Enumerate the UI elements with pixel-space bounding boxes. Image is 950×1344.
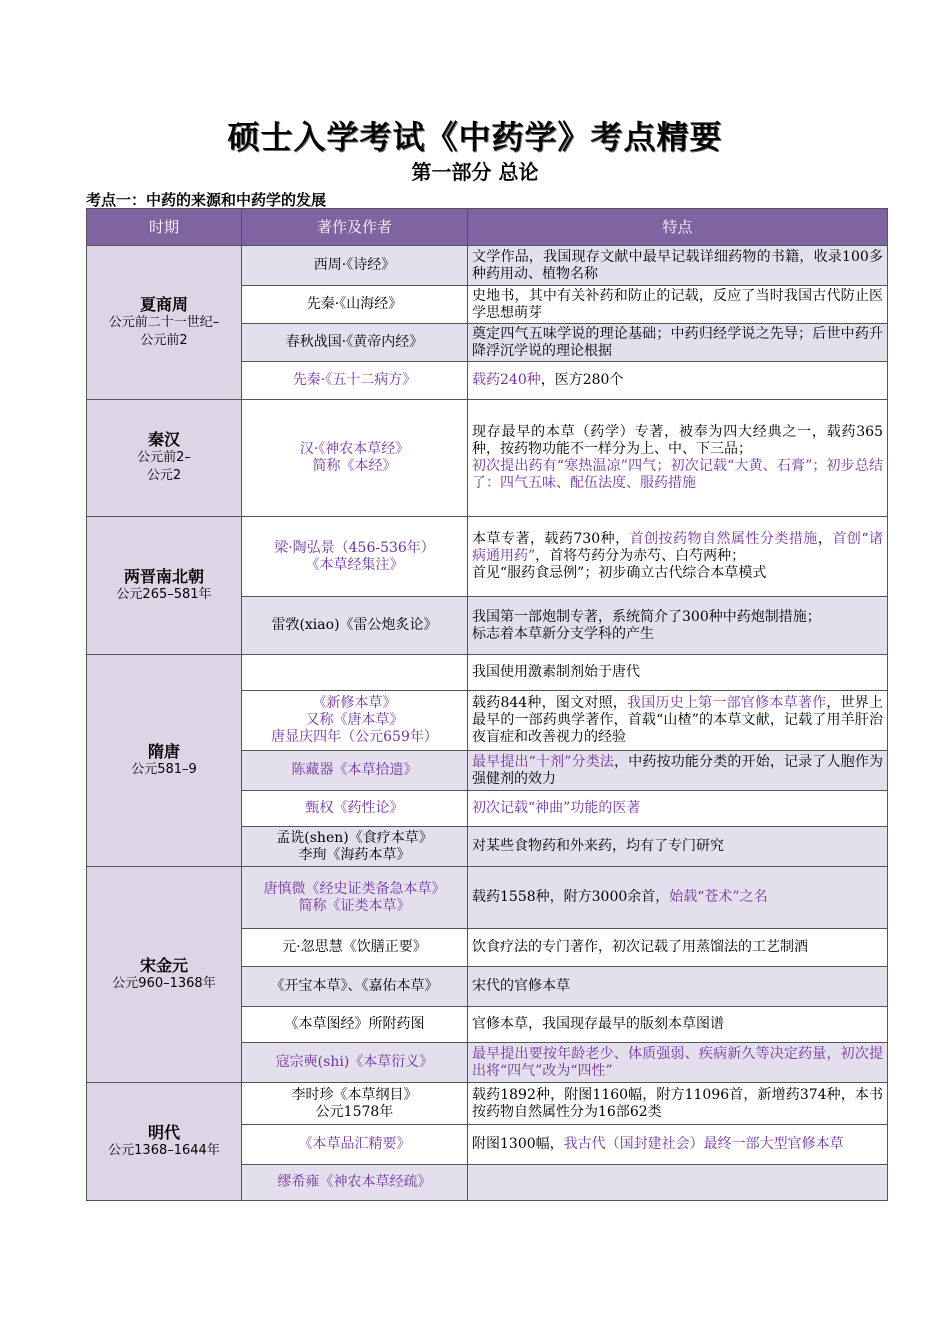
work-cell: 西周·《诗经》 <box>242 246 468 286</box>
work-title: 《新修本草》 <box>312 695 397 711</box>
period-dates: 公元581–9 <box>131 761 197 777</box>
period-dates: 公元前二十一世纪– <box>108 314 220 330</box>
table-row <box>87 655 888 691</box>
document-title: 硕士入学考试《中药学》考点精要 <box>227 118 723 156</box>
work-title: 孟诜(shen)《食疗本草》 <box>276 829 433 846</box>
feature-cell: 载药1892种，附图1160幅，附方11096首，新增药374种，本书按药物自然属性分为16部62类 <box>468 1083 888 1125</box>
period-dates: 公元265–581年 <box>116 586 212 602</box>
work-cell: 《本草品汇精要》 <box>242 1125 468 1165</box>
feature-cell <box>468 1125 888 1165</box>
work-cell <box>242 867 468 929</box>
feature-cell: 史地书，其中有关补药和防止的记载，反应了当时我国古代防止医学思想萌芽 <box>468 286 888 324</box>
feature-highlight: 载药240种 <box>472 372 541 388</box>
work-cell: 春秋战国·《黄帝内经》 <box>242 324 468 362</box>
period-name: 宋金元 <box>139 955 188 975</box>
feature-cell <box>468 1165 888 1201</box>
work-title: 李时珍《本草纲目》 <box>291 1086 418 1103</box>
feature-text: 我国第一部炮制专著，系统简介了300种中药炮制措施； <box>472 608 821 625</box>
period-cell <box>87 246 242 400</box>
work-cell: 《开宝本草》、《嘉佑本草》 <box>242 967 468 1007</box>
work-cell: 雷敩(xiao)《雷公炮炙论》 <box>242 597 468 655</box>
feature-cell: 宋代的官修本草 <box>468 967 888 1007</box>
work-title: 梁·陶弘景（456-536年） <box>274 539 435 556</box>
period-cell <box>87 867 242 1083</box>
feature-text: ，医方280个 <box>540 372 624 388</box>
document-subtitle: 第一部分 总论 <box>411 160 539 184</box>
work-cell <box>242 655 468 691</box>
feature-cell <box>468 867 888 929</box>
period-cell <box>87 400 242 517</box>
column-header-period: 时期 <box>87 209 242 246</box>
column-header-features: 特点 <box>468 209 888 246</box>
feature-cell: 文学作品，我国现存文献中最早记载详细药物的书籍，收录100多种药用动、植物名称 <box>468 246 888 286</box>
feature-cell: 饮食疗法的专门著作，初次记载了用蒸馏法的工艺制酒 <box>468 929 888 967</box>
work-title: 李珣《海药本草》 <box>298 846 411 863</box>
feature-highlight: 首创“诸病通用药” <box>472 531 884 564</box>
period-cell <box>87 517 242 655</box>
work-cell <box>242 827 468 867</box>
work-date: 唐显庆四年（公元659年） <box>271 729 438 745</box>
work-cell: 甄权《药性论》 <box>242 791 468 827</box>
feature-text: 标志着本草新分支学科的产生 <box>472 625 654 642</box>
work-cell <box>242 517 468 597</box>
period-cell <box>87 1083 242 1201</box>
period-dates: 公元2 <box>146 468 182 483</box>
feature-text: ，世界上最早的一部药典学著作，首载“山楂”的本草文献，记载了用羊肝治夜盲症和改善视力的经验 <box>472 695 883 745</box>
period-dates: 公元前2– <box>137 450 191 465</box>
section-heading: 考点一：中药的来源和中药学的发展 <box>86 191 327 209</box>
table-row <box>87 400 888 517</box>
feature-text: 载药844种，图文对照， <box>472 695 628 711</box>
work-alias: 简称《证类本草》 <box>298 897 411 914</box>
work-cell: 缪希雍《神农本草经疏》 <box>242 1165 468 1201</box>
column-header-work: 著作及作者 <box>242 209 468 246</box>
feature-cell <box>468 400 888 517</box>
period-name: 两晋南北朝 <box>123 566 204 586</box>
table-row <box>87 246 888 286</box>
feature-cell: 奠定四气五味学说的理论基础；中药归经学说之先导；后世中药升降浮沉学说的理论根据 <box>468 324 888 362</box>
feature-cell <box>468 517 888 597</box>
feature-cell: 我国使用激素制剂始于唐代 <box>468 655 888 691</box>
feature-text: ，中药按功能分类的开始，记录了人胞作为强健剂的效力 <box>472 753 883 787</box>
work-title: 唐慎微《经史证类备急本草》 <box>263 880 446 897</box>
feature-text: 现存最早的本草（药学）专著，被奉为四大经典之一，载药365种，按药物功能不一样分为上、中、下三品； <box>472 424 883 457</box>
work-cell: 陈藏器《本草拾遗》 <box>242 751 468 791</box>
period-name: 明代 <box>147 1122 180 1142</box>
feature-cell: 官修本草，我国现存最早的版刻本草图谱 <box>468 1007 888 1043</box>
work-cell <box>242 400 468 517</box>
feature-cell: 初次记载“神曲”功能的医著 <box>468 791 888 827</box>
period-name: 隋唐 <box>147 741 180 761</box>
table-row <box>87 1083 888 1125</box>
feature-text: 载药1558种，附方3000余首， <box>472 889 670 905</box>
work-alias: 《本草经集注》 <box>305 556 404 573</box>
work-cell <box>242 691 468 751</box>
feature-cell <box>468 751 888 791</box>
table-row <box>87 867 888 929</box>
feature-highlight: 初次提出药有“寒热温凉”四气；初次记载“大黄、石膏”；初步总结了：四气五味、配伍法度、服药措施 <box>472 458 883 491</box>
period-cell <box>87 655 242 867</box>
work-date: 公元1578年 <box>315 1103 394 1120</box>
work-alias: 简称《本经》 <box>312 458 397 474</box>
feature-highlight: 最早提出“十剂”分类法 <box>472 753 615 770</box>
table-row <box>87 517 888 597</box>
feature-cell: 对某些食物药和外来药，均有了专门研究 <box>468 827 888 867</box>
period-dates: 公元前2 <box>140 332 188 348</box>
work-cell: 寇宗奭(shi)《本草衍义》 <box>242 1043 468 1083</box>
feature-cell: 最早提出要按年龄老少、体质强弱、疾病新久等决定药量，初次提出将“四气”改为“四性” <box>468 1043 888 1083</box>
feature-cell <box>468 691 888 751</box>
work-title: 汉·《神农本草经》 <box>299 441 410 457</box>
period-dates: 公元960–1368年 <box>112 975 216 991</box>
feature-highlight: 我古代（国封建社会）最终一部大型官修本草 <box>563 1136 844 1152</box>
period-name: 秦汉 <box>147 430 180 449</box>
table-header-row <box>87 209 888 246</box>
feature-text: 附图1300幅， <box>472 1136 564 1152</box>
work-cell: 元·忽思慧《饮膳正要》 <box>242 929 468 967</box>
work-cell <box>242 1083 468 1125</box>
feature-text: ，首将芍药分为赤芍、白芍两种； <box>535 548 746 564</box>
feature-text: 首见“服药食忌例”；初步确立古代综合本草模式 <box>472 565 767 581</box>
period-name: 夏商周 <box>139 294 188 314</box>
feature-text: ， <box>817 531 833 547</box>
history-table <box>86 208 888 1201</box>
feature-highlight: 首创按药物自然属性分类措施 <box>629 531 818 547</box>
work-cell: 先秦·《山海经》 <box>242 286 468 324</box>
feature-highlight: 始载“苍术”之名 <box>669 889 768 905</box>
feature-cell <box>468 362 888 400</box>
feature-cell <box>468 597 888 655</box>
work-cell: 先秦·《五十二病方》 <box>242 362 468 400</box>
work-cell: 《本草图经》所附药图 <box>242 1007 468 1043</box>
work-alias: 又称《唐本草》 <box>305 712 404 728</box>
feature-text: 本草专著，载药730种， <box>472 531 630 547</box>
feature-highlight: 我国历史上第一部官修本草著作 <box>627 695 827 711</box>
period-dates: 公元1368–1644年 <box>108 1142 220 1158</box>
